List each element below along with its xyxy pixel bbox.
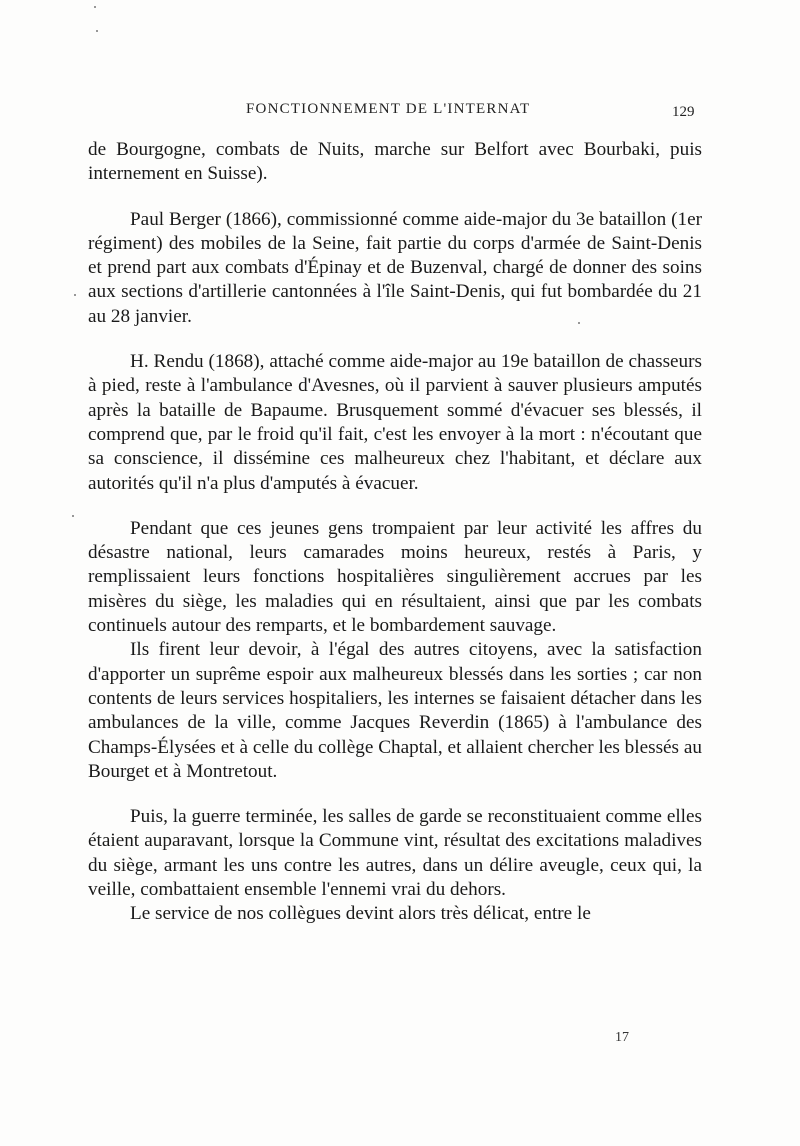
print-speck [578,322,580,324]
body-text [88,138,702,927]
paragraph-rendu: H. Rendu (1868), attaché comme aide-major au 19e bataillon de chasseurs à pied, reste à l'ambulance d'Avesnes, où il parvient à sauver plusieurs amputés après la bataille de Bapaume. Brusquement sommé d'évacuer ses blessés, il comprend que, par le froid qu'il fait, c'est les envoyer à la mort : n'écoutant que sa conscience, il dissémine ces malheureux chez l'habitant, et déclare aux autorités qu'il n'a plus d'amputés à évacuer. [88,351,702,494]
signature-mark: 17 [615,1030,629,1045]
paragraph-continuation: de Bourgogne, combats de Nuits, marche sur Belfort avec Bourbaki, puis internement en Suisse). [88,139,702,185]
paragraph-service: Le service de nos collègues devint alors très délicat, entre le [130,903,591,925]
print-speck [96,30,98,32]
paragraph-berger: Paul Berger (1866), commissionné comme aide-major du 3e bataillon (1er régiment) des mobiles de la Seine, fait partie du corps d'armée de Saint-Denis et prend part aux combats d'Épinay et de Buzenval, chargé de donner des soins aux sections d'artillerie cantonnées à l'île Saint-Denis, qui fut bombardée du 21 au 28 janvier. [88,208,702,327]
print-speck [94,6,96,8]
paragraph-devoir: Ils firent leur devoir, à l'égal des autres citoyens, avec la satisfaction d'apporter un suprême espoir aux malheureux blessés dans les sorties ; car non contents de leurs services hospitaliers, les internes se faisaient détacher dans les ambulances de la ville, comme Jacques Reverdin (1865) à l'ambulance des Champs-Élysées et à celle du collège Chaptal, et allaient chercher les blessés au Bourget et à Montretout. [88,639,702,782]
running-header: FONCTIONNEMENT DE L'INTERNAT [246,101,531,117]
print-speck [74,294,76,296]
paragraph-siege: Pendant que ces jeunes gens trompaient par leur activité les affres du désastre national, leurs camarades moins heureux, restés à Paris, y remplissaient leurs fonctions hospitalières singulièrement accrues par les misères du siège, les maladies qui en résultaient, ainsi que par les combats continuels autour des remparts, et le bombardement sauvage. [88,517,702,637]
page-number: 129 [672,104,695,120]
print-speck [72,515,74,517]
paragraph-commune: Puis, la guerre terminée, les salles de garde se reconstituaient comme elles étaient auparavant, lorsque la Commune vint, résultat des excitations maladives du siège, armant les uns contre les autres, dans un délire aveugle, ceux qui, la veille, combattaient ensemble l'ennemi vrai du dehors. [88,806,702,901]
